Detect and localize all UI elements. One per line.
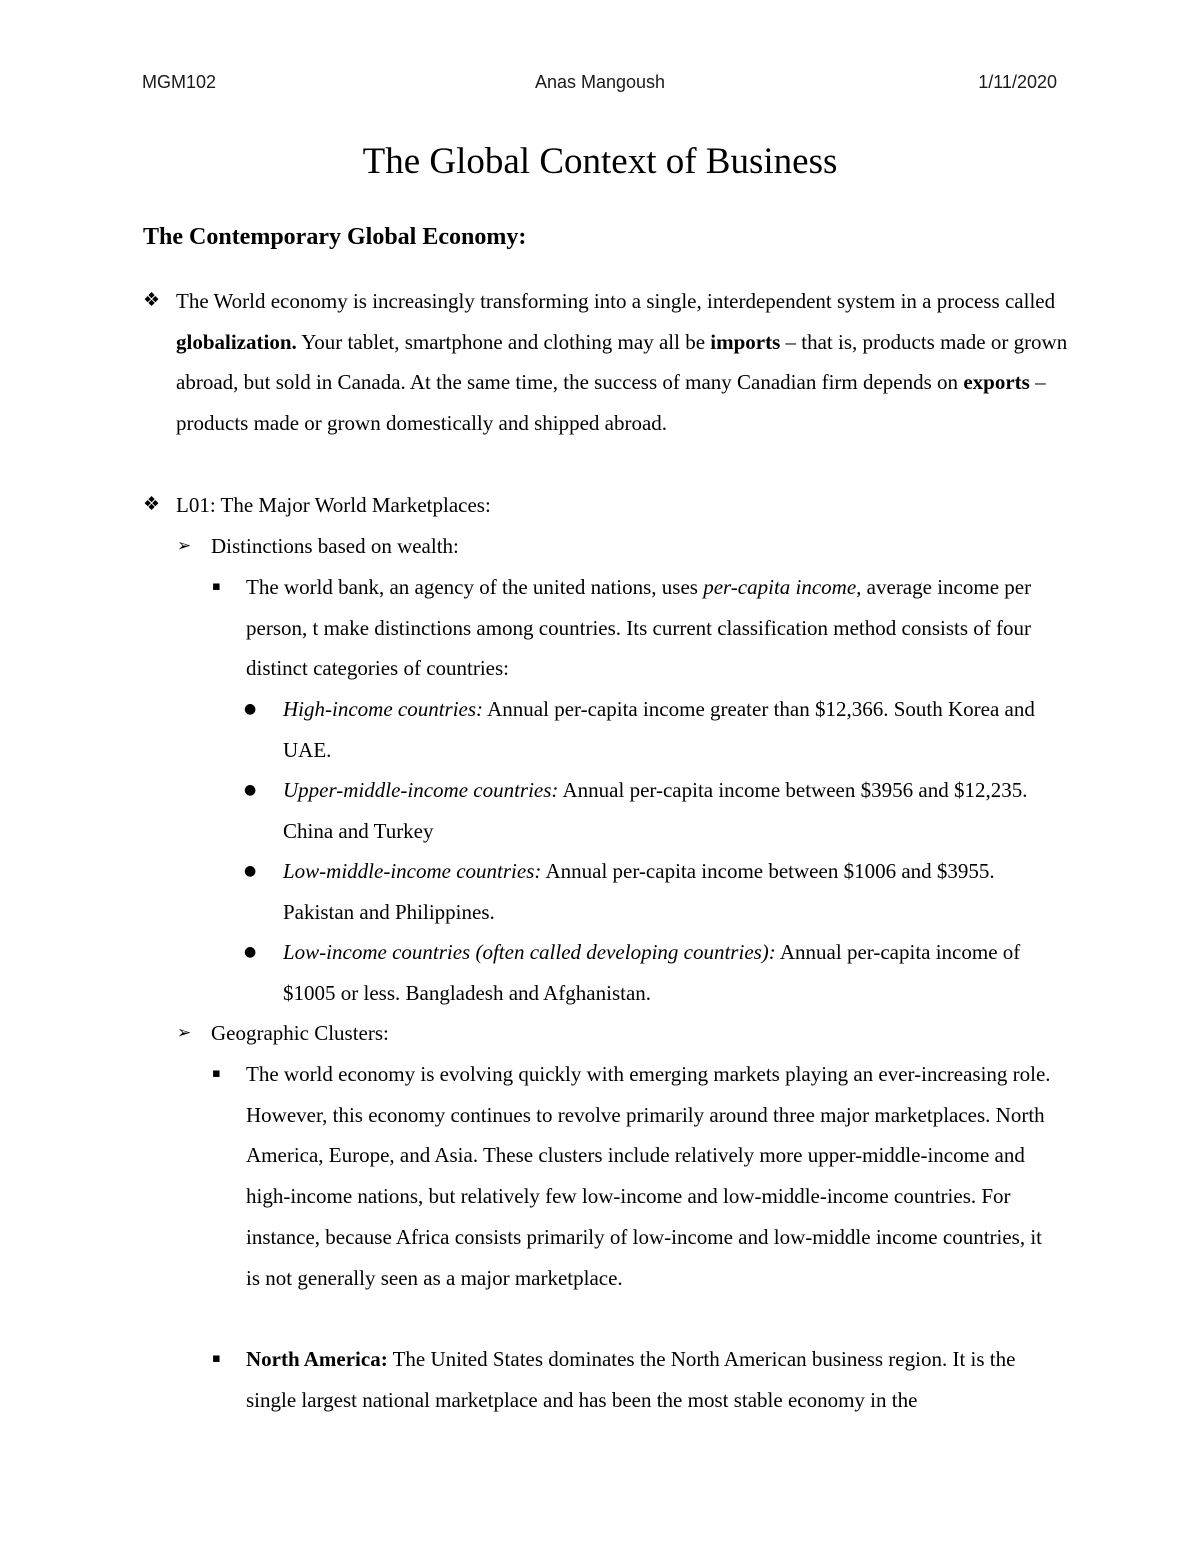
dot-bullet-icon: ● — [244, 863, 257, 879]
document-title: The Global Context of Business — [362, 141, 838, 182]
dot-bullet-icon: ● — [244, 944, 257, 960]
diamond-bullet-icon: ❖ — [143, 494, 161, 515]
term-exports: exports — [963, 370, 1030, 395]
wealth-intro: The world bank, an agency of the united nations, uses per-capita income, average income per person, t make distinctions among countries. Its current classification method consists of four distinct categories of countries: — [246, 575, 1032, 681]
arrow-bullet-icon: ➢ — [177, 536, 192, 556]
section-heading: The Contemporary Global Economy: — [143, 224, 527, 250]
category-high-income: High-income countries: Annual per-capita income greater than $12,366. South Korea and UAE. — [283, 697, 1035, 762]
dot-bullet-icon: ● — [244, 782, 257, 798]
north-america-paragraph: North America: The United States dominates the North American business region. It is the single largest national marketplace and has been the most stable economy in the — [246, 1347, 1016, 1412]
category-upper-middle-income: Upper-middle-income countries: Annual per-capita income between $3956 and $12,235. China and Turkey — [283, 778, 1028, 843]
square-bullet-icon: ▪ — [212, 579, 221, 594]
header-date: 1/11/2020 — [978, 72, 1057, 92]
term-imports: imports — [710, 329, 781, 354]
geo-heading: Geographic Clusters: — [211, 1021, 389, 1045]
term-globalization: globalization. — [176, 329, 297, 354]
term-per-capita-income: per-capita income, — [703, 575, 862, 599]
arrow-bullet-icon: ➢ — [177, 1023, 192, 1043]
square-bullet-icon: ▪ — [212, 1066, 221, 1081]
dot-bullet-icon: ● — [244, 701, 257, 717]
category-low-income: Low-income countries (often called developing countries): Annual per-capita income of $1005 or less. Bangladesh and Afghanistan. — [283, 940, 1021, 1005]
header-author: Anas Mangoush — [534, 72, 666, 92]
term-north-america: North America: — [246, 1347, 388, 1371]
globalization-paragraph: The World economy is increasingly transforming into a single, interdependent system in a process called globalization. Your tablet, smartphone and clothing may all be imports – that is, products made or grown abroad, but sold in Canada. At the same time, the success of many Canadian firm depends on exports – products made or grown domestically and shipped abroad. — [176, 289, 1068, 436]
header-course: MGM102 — [142, 72, 217, 92]
category-low-middle-income: Low-middle-income countries: Annual per-capita income between $1006 and $3955. Pakistan and Philippines. — [283, 859, 995, 924]
diamond-bullet-icon: ❖ — [143, 290, 161, 311]
square-bullet-icon: ▪ — [212, 1351, 221, 1366]
geo-paragraph: The world economy is evolving quickly with emerging markets playing an ever-increasing role. However, this economy continues to revolve primarily around three major marketplaces. North America, Europe, and Asia. These clusters include relatively more upper-middle-income and high-income nations, but relatively few low-income and low-middle-income countries. For instance, because Africa consists primarily of low-income and low-middle income countries, it is not generally seen as a major marketplace. — [246, 1062, 1051, 1290]
wealth-heading: Distinctions based on wealth: — [211, 534, 459, 558]
lo1-heading: L01: The Major World Marketplaces: — [176, 493, 491, 517]
